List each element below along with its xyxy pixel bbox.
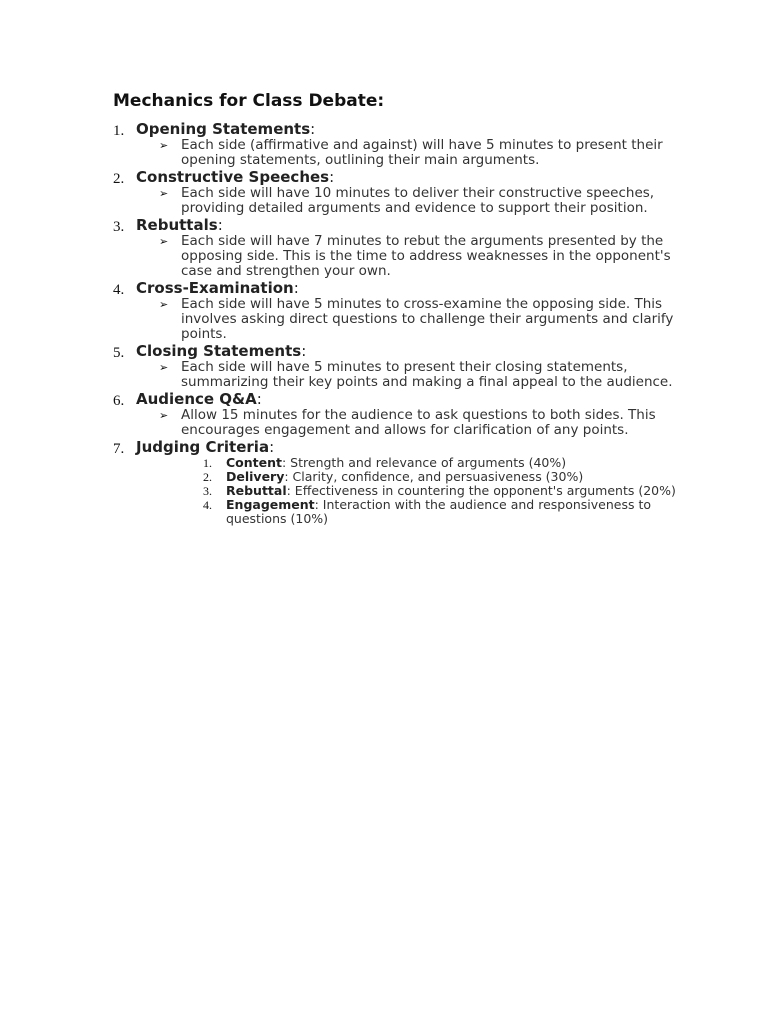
criteria-text: : Clarity, confidence, and persuasiveness (30%) xyxy=(284,469,584,484)
bullet-text: Each side will have 7 minutes to rebut the arguments presented by the opposing side. This is the time to address weaknesses in the opponent's case and strengthen your own. xyxy=(181,233,671,279)
item-heading-text: Closing Statements xyxy=(136,342,302,360)
bullet-item xyxy=(159,296,693,342)
bullet-item xyxy=(159,407,693,438)
criteria-item-content xyxy=(203,455,693,470)
item-heading xyxy=(136,390,693,408)
item-heading-text: Opening Statements xyxy=(136,120,311,138)
item-number: 7. xyxy=(113,441,125,457)
bullet-text: Each side will have 10 minutes to deliver their constructive speeches, providing detailed arguments and evidence to support their position. xyxy=(181,185,655,216)
arrowhead-bullet-icon: ➢ xyxy=(159,187,169,200)
criteria-label: Content xyxy=(226,455,282,470)
document-page xyxy=(113,90,693,526)
item-heading-text: Cross-Examination xyxy=(136,279,294,297)
bullet-list xyxy=(136,297,693,342)
list-item-opening-statements xyxy=(113,120,693,168)
bullet-list xyxy=(136,186,693,216)
criteria-label: Engagement xyxy=(226,497,315,512)
list-item-cross-examination xyxy=(113,279,693,342)
item-heading-suffix: : xyxy=(269,438,275,456)
item-heading xyxy=(136,279,693,297)
bullet-item xyxy=(159,359,693,390)
criteria-item-rebuttal xyxy=(203,483,693,498)
bullet-list xyxy=(136,138,693,168)
bullet-list xyxy=(136,360,693,390)
item-heading-suffix: : xyxy=(329,168,335,186)
item-heading-suffix: : xyxy=(301,342,307,360)
bullet-text: Each side (affirmative and against) will have 5 minutes to present their opening statements, outlining their main arguments. xyxy=(181,137,663,168)
bullet-text: Each side will have 5 minutes to cross-examine the opposing side. This involves asking direct questions to challenge their arguments and clarify points. xyxy=(181,296,674,342)
criteria-number: 2. xyxy=(203,470,212,484)
item-number: 4. xyxy=(113,282,125,298)
list-item-audience-qa xyxy=(113,390,693,438)
list-item-judging-criteria xyxy=(113,438,693,526)
item-heading-text: Constructive Speeches xyxy=(136,168,330,186)
bullet-item xyxy=(159,233,693,279)
item-heading xyxy=(136,120,693,138)
criteria-item-engagement xyxy=(203,497,693,526)
criteria-text: : Effectiveness in countering the opponent's arguments (20%) xyxy=(286,483,676,498)
item-heading-suffix: : xyxy=(256,390,262,408)
criteria-number: 4. xyxy=(203,498,212,512)
criteria-label: Rebuttal xyxy=(226,483,287,498)
criteria-number: 1. xyxy=(203,456,212,470)
item-number: 1. xyxy=(113,123,125,139)
arrowhead-bullet-icon: ➢ xyxy=(159,409,169,422)
item-number: 6. xyxy=(113,393,125,409)
document-title: Mechanics for Class Debate: xyxy=(113,91,385,111)
item-number: 2. xyxy=(113,171,125,187)
arrowhead-bullet-icon: ➢ xyxy=(159,361,169,374)
bullet-list xyxy=(136,234,693,279)
debate-mechanics-list xyxy=(113,120,693,526)
criteria-number: 3. xyxy=(203,484,212,498)
item-number: 5. xyxy=(113,345,125,361)
judging-criteria-list xyxy=(136,456,693,526)
list-item-constructive-speeches xyxy=(113,168,693,216)
item-heading xyxy=(136,342,693,360)
bullet-item xyxy=(159,137,693,168)
list-item-rebuttals xyxy=(113,216,693,279)
item-heading-suffix: : xyxy=(310,120,316,138)
criteria-item-delivery xyxy=(203,469,693,484)
criteria-label: Delivery xyxy=(226,469,285,484)
bullet-text: Each side will have 5 minutes to present their closing statements, summarizing their key points and making a final appeal to the audience. xyxy=(181,359,673,390)
item-number: 3. xyxy=(113,219,125,235)
item-heading-text: Rebuttals xyxy=(136,216,218,234)
arrowhead-bullet-icon: ➢ xyxy=(159,235,169,248)
item-heading xyxy=(136,168,693,186)
criteria-text: : Interaction with the audience and responsiveness to questions (10%) xyxy=(226,497,652,526)
item-heading-text: Audience Q&A xyxy=(136,390,257,408)
item-heading-text: Judging Criteria xyxy=(136,438,270,456)
criteria-text: : Strength and relevance of arguments (40%) xyxy=(282,455,567,470)
list-item-closing-statements xyxy=(113,342,693,390)
bullet-text: Allow 15 minutes for the audience to ask questions to both sides. This encourages engagement and allows for clarification of any points. xyxy=(181,407,656,438)
item-heading xyxy=(136,438,693,456)
arrowhead-bullet-icon: ➢ xyxy=(159,139,169,152)
item-heading-suffix: : xyxy=(217,216,223,234)
item-heading-suffix: : xyxy=(293,279,299,297)
bullet-list xyxy=(136,408,693,438)
arrowhead-bullet-icon: ➢ xyxy=(159,298,169,311)
bullet-item xyxy=(159,185,693,216)
item-heading xyxy=(136,216,693,234)
